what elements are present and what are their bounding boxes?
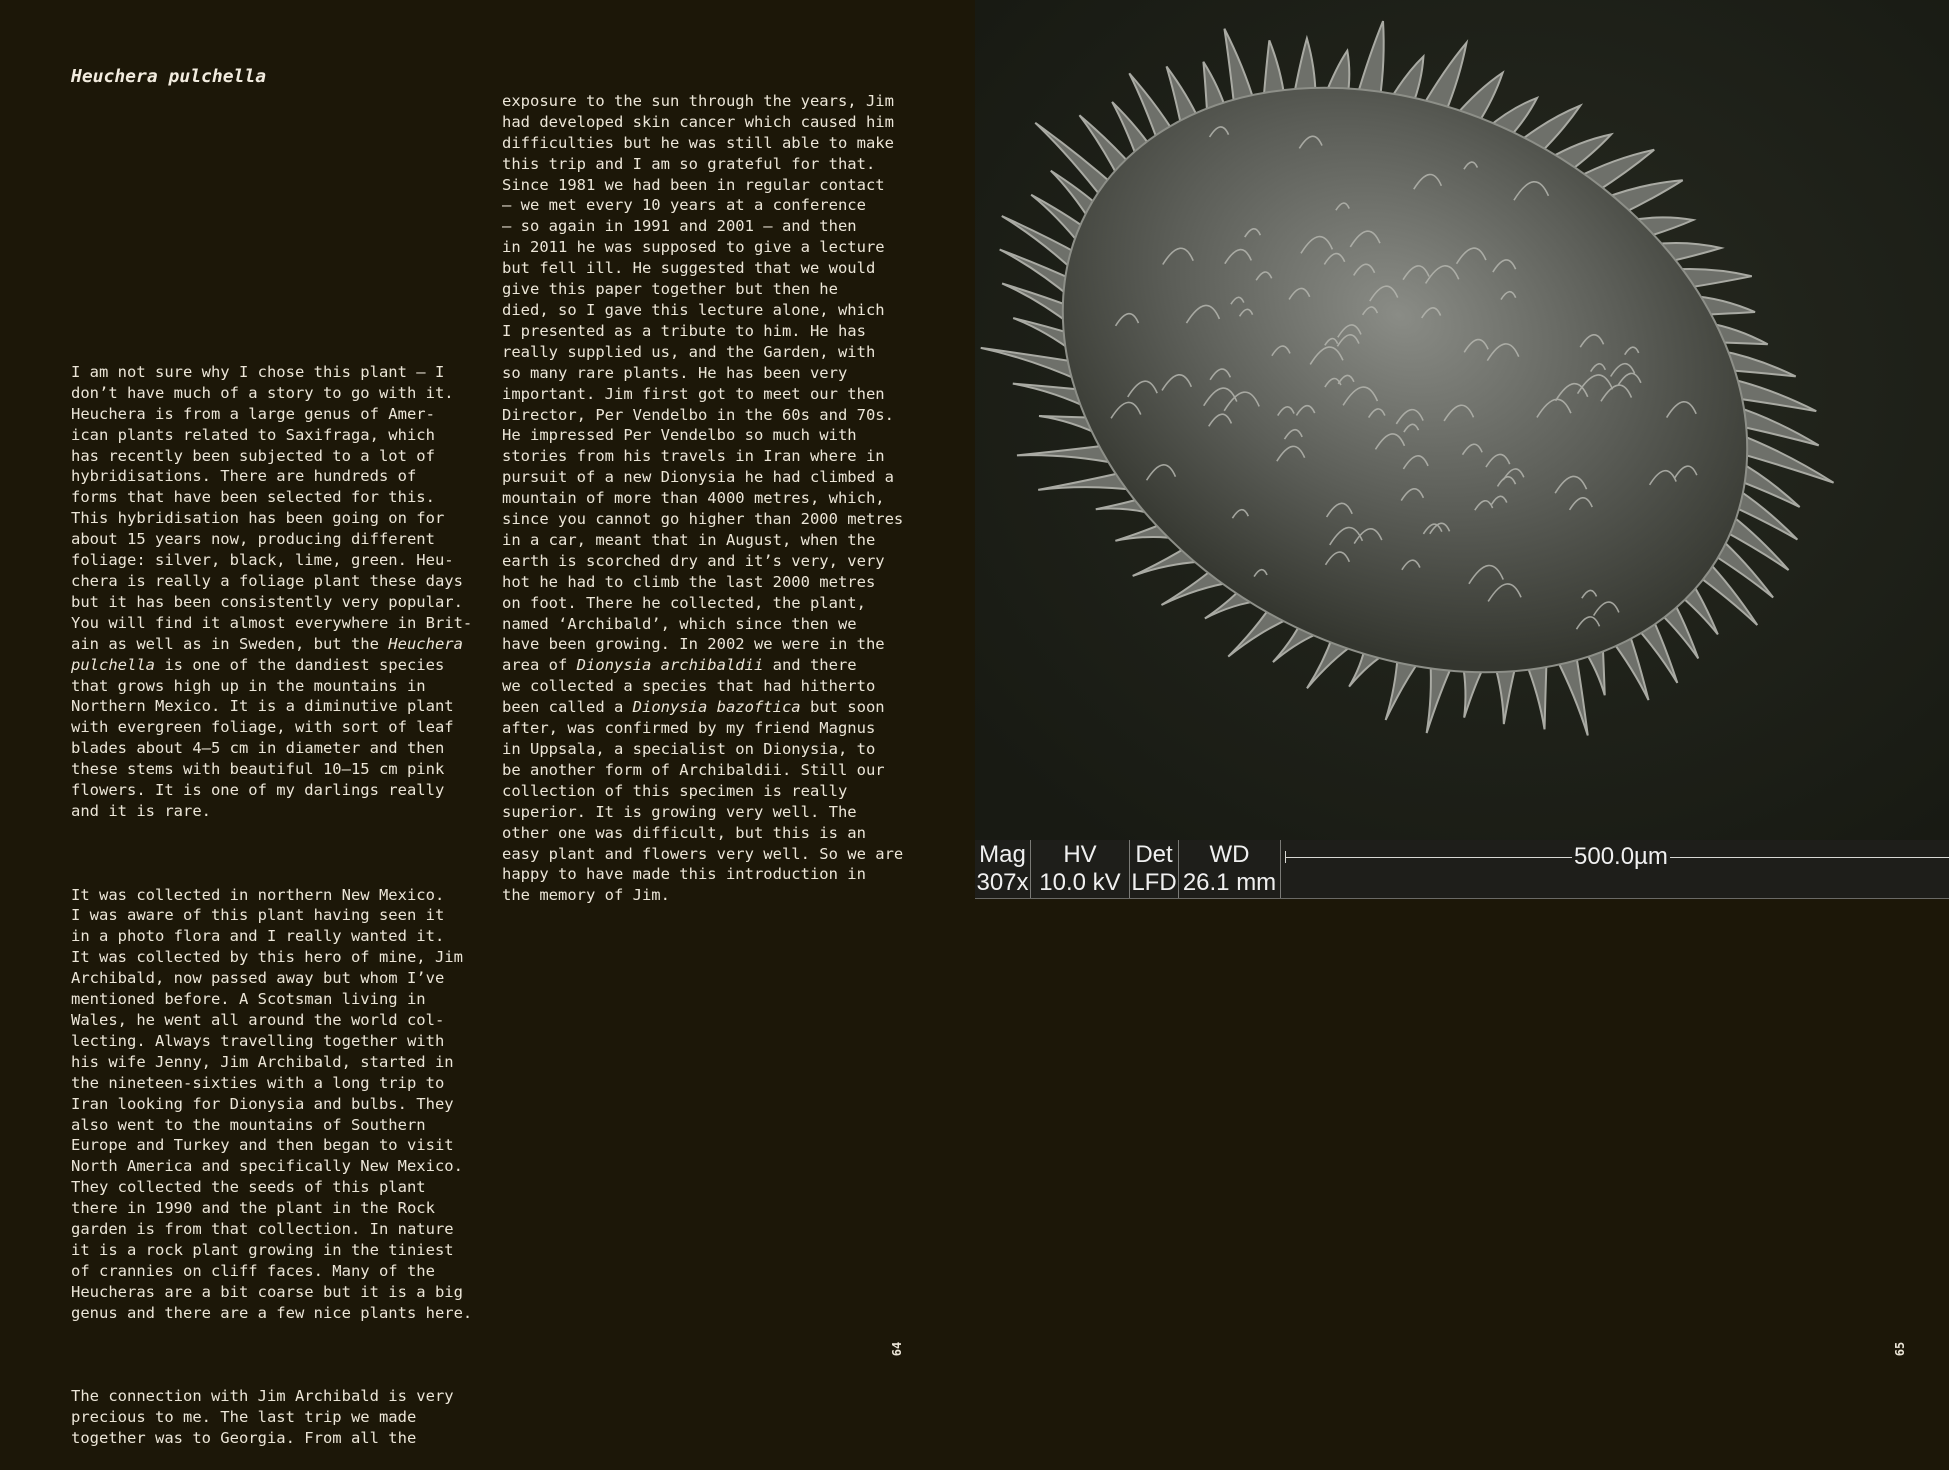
paragraph-1: [71, 362, 491, 822]
sem-det-cell: [1130, 840, 1179, 898]
page-number-right: 65: [1893, 1341, 1908, 1357]
seed-micrograph-illustration: [975, 0, 1949, 840]
article-title: Heuchera pulchella: [71, 66, 267, 87]
sem-mag-value: 307x: [976, 869, 1029, 896]
paragraph-1-part-a: I am not sure why I chose this plant – I don’t have much of a story to go with it. Heuchera is from a large genus of Amer- ican plants related to Saxifraga, which has recently been subjected to a lot of hybridisations. There are hundreds of forms that have been selected for this. This hybridisation has been going on for about 15 years now, producing different foliage: silver, black, lime, green. Heu- chera is really a foliage plant these days but it has been consistently very popular. You will find it almost everywhere in Brit- ain as well as in Sweden, but the: [71, 362, 473, 653]
species-name-italic-3: Dionysia bazoftica: [632, 698, 801, 717]
sem-wd-cell: [1179, 840, 1281, 898]
species-name-italic-2: Dionysia archibaldii: [576, 656, 764, 675]
scale-bar: [1285, 845, 1949, 869]
sem-mag-label: Mag: [979, 841, 1026, 868]
sem-det-label: Det: [1135, 841, 1173, 868]
sem-det-value: LFD: [1131, 869, 1177, 896]
paragraph-4-part-c: but soon after, was confirmed by my friend Magnus in Uppsala, a specialist on Dionysia, to be another form of Archibaldii. Still our collection of this specimen is really superior. It is growing very well. The other one was difficult, but this is an easy plant and flowers very well. So we are happy to have made this introduction in the memory of Jim.: [502, 698, 904, 905]
sem-hv-value: 10.0 kV: [1039, 869, 1121, 896]
text-column-2: [502, 70, 922, 927]
sem-wd-label: WD: [1209, 841, 1250, 868]
scale-bar-tick: [1285, 851, 1286, 863]
sem-hv-cell: [1031, 840, 1130, 898]
paragraph-1-part-b: is one of the dandiest species that grows high up in the mountains in Northern Mexico. It is a diminutive plant with evergreen foliage, with sort of leaf blades about 4–5 cm in diameter and then these stems with beautiful 10–15 cm pink flowers. It is one of my darlings really and it is rare.: [71, 655, 454, 820]
paragraph-3: The connection with Jim Archibald is very precious to me. The last trip we made together was to Georgia. From all the: [71, 1387, 454, 1448]
sem-wd-value: 26.1 mm: [1182, 869, 1277, 896]
page-number-left: 64: [890, 1341, 905, 1357]
paragraph-4: [502, 91, 922, 906]
sem-hv-label: HV: [1063, 841, 1097, 868]
scale-bar-label: 500.0µm: [1574, 843, 1668, 870]
paragraph-4-part-b: and there we collected a species that had hitherto been called a: [502, 656, 876, 717]
sem-micrograph: [975, 0, 1949, 840]
paragraph-4-part-a: exposure to the sun through the years, Jim had developed skin cancer which caused him difficulties but he was still able to make this trip and I am so grateful for that. Since 1981 we had been in regular contact – we met every 10 years at a conference – so again in 1991 and 2001 – and then in 2011 he was supposed to give a lecture but fell ill. He suggested that we would give this paper together but then he died, so I gave this lecture alone, which I presented as a tribute to him. He has really supplied us, and the Garden, with so many rare plants. He has been very important. Jim first got to meet our then Director, Per Vendelbo in the 60s and 70s. He impressed Per Vendelbo so much with stories from his travels in Iran where in pursuit of a new Dionysia he had climbed a mountain of more than 4000 metres, which, since you cannot go higher than 2000 metres in a car, meant that in August, when the earth is scorched dry and it’s very, very hot he had to climb the last 2000 metres on foot. There he collected, the plant, named ‘Archibald’, which since then we have been growing. In 2002 we were in the area of: [502, 91, 904, 675]
paragraph-2: It was collected in northern New Mexico. I was aware of this plant having seen it in a photo flora and I really wanted it. It was collected by this hero of mine, Jim Archibald, now passed away but whom I’ve mentioned before. A Scotsman living in Wales, he went all around the world col- lecting. Always travelling together with his wife Jenny, Jim Archibald, started in the nineteen-sixties with a long trip to Iran looking for Dionysia and bulbs. They also went to the mountains of Southern Europe and Turkey and then began to visit North America and specifically New Mexico. They collected the seeds of this plant there in 1990 and the plant in the Rock garden is from that collection. In nature it is a rock plant growing in the tiniest of crannies on cliff faces. Many of the Heucheras are a bit coarse but it is a big genus and there are a few nice plants here.: [71, 885, 473, 1322]
sem-mag-cell: [975, 840, 1031, 898]
text-column-1: [71, 341, 491, 1470]
species-name-italic: Heuchera pulchella: [71, 634, 463, 674]
